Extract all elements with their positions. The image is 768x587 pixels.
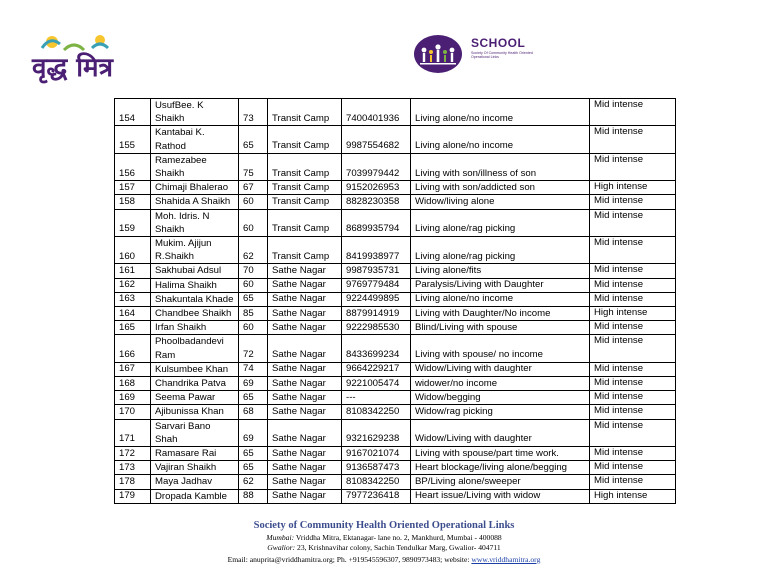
cell-phone: 8419938977 — [342, 237, 411, 264]
cell-status: Living alone/fits — [411, 264, 590, 278]
contact-text: Email: anuprita@vriddhamitra.org; Ph. +919545596307, 9890973483; website: — [227, 555, 472, 564]
cell-name — [151, 335, 239, 362]
school-logo-subtitle: Society Of Community Health Oriented Operational Links — [471, 51, 533, 60]
cell-status: Living alone/rag picking — [411, 209, 590, 236]
cell-area: Sathe Nagar — [268, 278, 342, 292]
cell-phone: 9321629238 — [342, 419, 411, 446]
cell-status: Heart blockage/living alone/begging — [411, 461, 590, 475]
footer-contact — [0, 555, 768, 564]
name-line: Vajiran Shaikh — [155, 462, 217, 474]
cell-risk-level: Mid intense — [590, 405, 676, 419]
cell-risk-level: Mid intense — [590, 126, 676, 153]
table-row — [115, 307, 676, 321]
table-row — [115, 377, 676, 391]
cell-risk-level: Mid intense — [590, 195, 676, 209]
cell-serial-no: 165 — [115, 321, 151, 335]
cell-area: Sathe Nagar — [268, 264, 342, 278]
cell-age: 72 — [239, 335, 268, 362]
name-line: Chandbee Shaikh — [155, 308, 232, 320]
cell-area: Transit Camp — [268, 181, 342, 195]
cell-age: 60 — [239, 209, 268, 236]
table-row — [115, 391, 676, 405]
cell-name — [151, 489, 239, 503]
table-row — [115, 489, 676, 503]
cell-area: Transit Camp — [268, 195, 342, 209]
name-line: Halima Shaikh — [155, 279, 217, 291]
name-line: Kantabai K. — [155, 127, 205, 139]
table-row — [115, 237, 676, 264]
cell-status: Living alone/no income — [411, 99, 590, 126]
name-line: Shaikh — [155, 168, 185, 180]
cell-status: Living alone/no income — [411, 292, 590, 306]
cell-area: Sathe Nagar — [268, 335, 342, 362]
cell-risk-level: High intense — [590, 307, 676, 321]
cell-area: Sathe Nagar — [268, 405, 342, 419]
name-line: Moh. Idris. N — [155, 210, 210, 222]
cell-area: Transit Camp — [268, 99, 342, 126]
cell-name — [151, 377, 239, 391]
cell-status: Living with son/illness of son — [411, 153, 590, 180]
footer-mumbai-address — [0, 533, 768, 542]
name-line: Kulsumbee Khan — [155, 363, 229, 375]
table-row — [115, 362, 676, 376]
cell-phone: 9769779484 — [342, 278, 411, 292]
cell-area: Sathe Nagar — [268, 475, 342, 489]
cell-serial-no: 166 — [115, 335, 151, 362]
cell-risk-level: Mid intense — [590, 278, 676, 292]
name-line: Sarvari Bano — [155, 420, 211, 432]
gwalior-label: Gwalior: — [267, 543, 296, 552]
cell-serial-no: 160 — [115, 237, 151, 264]
cell-serial-no: 169 — [115, 391, 151, 405]
cell-serial-no: 158 — [115, 195, 151, 209]
vriddha-mitra-logo-mark — [30, 28, 125, 90]
cell-area: Sathe Nagar — [268, 391, 342, 405]
cell-name — [151, 321, 239, 335]
cell-risk-level: Mid intense — [590, 419, 676, 446]
cell-phone: 8433699234 — [342, 335, 411, 362]
name-line: Ram — [155, 349, 176, 361]
name-line: Chimaji Bhalerao — [155, 182, 229, 194]
cell-serial-no: 156 — [115, 153, 151, 180]
name-line: Phoolbadandevi — [155, 336, 224, 348]
cell-risk-level: High intense — [590, 489, 676, 503]
cell-area: Sathe Nagar — [268, 461, 342, 475]
footer-gwalior-address — [0, 543, 768, 552]
cell-status: BP/Living alone/sweeper — [411, 475, 590, 489]
cell-risk-level: Mid intense — [590, 321, 676, 335]
cell-phone: 8689935794 — [342, 209, 411, 236]
table-row — [115, 209, 676, 236]
cell-area: Sathe Nagar — [268, 447, 342, 461]
cell-status: Widow/begging — [411, 391, 590, 405]
cell-status: Heart issue/Living with widow — [411, 489, 590, 503]
cell-name — [151, 461, 239, 475]
cell-phone: 8879914919 — [342, 307, 411, 321]
name-line: Shah — [155, 433, 178, 445]
table-row — [115, 153, 676, 180]
school-logo-title: SCHOOL — [471, 36, 526, 50]
cell-phone: 7039979442 — [342, 153, 411, 180]
name-line: Mukim. Ajijun — [155, 238, 212, 250]
cell-name — [151, 99, 239, 126]
cell-serial-no: 172 — [115, 447, 151, 461]
table-row — [115, 461, 676, 475]
cell-name — [151, 292, 239, 306]
cell-status: Widow/rag picking — [411, 405, 590, 419]
table-row — [115, 126, 676, 153]
name-line: Shaikh — [155, 113, 185, 125]
cell-phone: --- — [342, 391, 411, 405]
cell-age: 67 — [239, 181, 268, 195]
cell-status: Living with spouse/part time work. — [411, 447, 590, 461]
cell-age: 60 — [239, 195, 268, 209]
name-line: Ajibunissa Khan — [155, 406, 224, 418]
cell-status: widower/no income — [411, 377, 590, 391]
cell-age: 73 — [239, 99, 268, 126]
name-line: Shaikh — [155, 223, 185, 235]
mumbai-label: Mumbai: — [266, 533, 295, 542]
name-line: Irfan Shaikh — [155, 322, 207, 334]
cell-serial-no: 155 — [115, 126, 151, 153]
cell-age: 69 — [239, 377, 268, 391]
table-row — [115, 447, 676, 461]
cell-risk-level: Mid intense — [590, 362, 676, 376]
cell-age: 65 — [239, 292, 268, 306]
cell-area: Sathe Nagar — [268, 307, 342, 321]
cell-phone: 9987554682 — [342, 126, 411, 153]
cell-age: 88 — [239, 489, 268, 503]
cell-area: Sathe Nagar — [268, 489, 342, 503]
table-row — [115, 264, 676, 278]
cell-area: Transit Camp — [268, 153, 342, 180]
cell-age: 74 — [239, 362, 268, 376]
gwalior-address-text: 23, Krishnavihar colony, Sachin Tendulkar Marg, Gwalior- 404711 — [295, 543, 501, 552]
cell-name — [151, 278, 239, 292]
cell-age: 60 — [239, 278, 268, 292]
cell-area: Sathe Nagar — [268, 377, 342, 391]
name-line: Chandrika Patva — [155, 378, 226, 390]
cell-risk-level: Mid intense — [590, 447, 676, 461]
cell-name — [151, 195, 239, 209]
cell-phone: 8108342250 — [342, 475, 411, 489]
cell-serial-no: 164 — [115, 307, 151, 321]
cell-phone: 9221005474 — [342, 377, 411, 391]
cell-serial-no: 171 — [115, 419, 151, 446]
cell-name — [151, 405, 239, 419]
table-row — [115, 99, 676, 126]
cell-serial-no: 161 — [115, 264, 151, 278]
cell-phone: 9152026953 — [342, 181, 411, 195]
cell-phone: 9222985530 — [342, 321, 411, 335]
table-row — [115, 195, 676, 209]
cell-phone: 7977236418 — [342, 489, 411, 503]
name-line: Ramezabee — [155, 154, 207, 166]
cell-area: Sathe Nagar — [268, 292, 342, 306]
name-line: R.Shaikh — [155, 251, 194, 263]
cell-phone: 8108342250 — [342, 405, 411, 419]
cell-age: 65 — [239, 461, 268, 475]
cell-phone: 8828230358 — [342, 195, 411, 209]
name-line: Shakuntala Khade — [155, 293, 234, 305]
cell-risk-level: Mid intense — [590, 461, 676, 475]
cell-phone: 9224499895 — [342, 292, 411, 306]
cell-age: 65 — [239, 391, 268, 405]
cell-area: Sathe Nagar — [268, 419, 342, 446]
cell-area: Sathe Nagar — [268, 362, 342, 376]
cell-age: 68 — [239, 405, 268, 419]
table-row — [115, 335, 676, 362]
cell-name — [151, 264, 239, 278]
cell-area: Transit Camp — [268, 209, 342, 236]
school-logo — [412, 32, 532, 74]
cell-serial-no: 159 — [115, 209, 151, 236]
name-line: Seema Pawar — [155, 392, 216, 404]
cell-age: 62 — [239, 475, 268, 489]
cell-name — [151, 181, 239, 195]
cell-risk-level: Mid intense — [590, 209, 676, 236]
cell-age: 75 — [239, 153, 268, 180]
cell-name — [151, 391, 239, 405]
cell-risk-level: Mid intense — [590, 377, 676, 391]
cell-risk-level: Mid intense — [590, 237, 676, 264]
cell-name — [151, 126, 239, 153]
cell-name — [151, 419, 239, 446]
website-link[interactable]: www.vriddhamitra.org — [471, 555, 541, 564]
cell-risk-level: Mid intense — [590, 335, 676, 362]
cell-area: Transit Camp — [268, 126, 342, 153]
cell-phone: 9664229217 — [342, 362, 411, 376]
cell-phone: 9136587473 — [342, 461, 411, 475]
cell-serial-no: 173 — [115, 461, 151, 475]
name-line: Sakhubai Adsul — [155, 265, 222, 277]
cell-risk-level: Mid intense — [590, 264, 676, 278]
table-row — [115, 181, 676, 195]
cell-area: Sathe Nagar — [268, 321, 342, 335]
cell-age: 85 — [239, 307, 268, 321]
table-row — [115, 292, 676, 306]
cell-status: Living with spouse/ no income — [411, 335, 590, 362]
cell-age: 69 — [239, 419, 268, 446]
cell-serial-no: 168 — [115, 377, 151, 391]
cell-phone: 9167021074 — [342, 447, 411, 461]
cell-serial-no: 157 — [115, 181, 151, 195]
school-logo-emblem — [412, 32, 468, 74]
cell-serial-no: 179 — [115, 489, 151, 503]
cell-risk-level: High intense — [590, 181, 676, 195]
name-line: Dropada Kamble — [155, 490, 227, 502]
beneficiary-table — [114, 98, 676, 504]
cell-name — [151, 153, 239, 180]
cell-risk-level: Mid intense — [590, 153, 676, 180]
cell-serial-no: 162 — [115, 278, 151, 292]
cell-status: Widow/Living with daughter — [411, 419, 590, 446]
table-row — [115, 419, 676, 446]
cell-age: 60 — [239, 321, 268, 335]
mumbai-address-text: Vriddha Mitra, Ektanagar- lane no. 2, Mankhurd, Mumbai - 400088 — [294, 533, 502, 542]
vriddha-mitra-logo — [30, 28, 125, 90]
cell-status: Widow/living alone — [411, 195, 590, 209]
cell-risk-level: Mid intense — [590, 292, 676, 306]
footer-org-name: Society of Community Health Oriented Operational Links — [253, 520, 515, 531]
cell-name — [151, 447, 239, 461]
name-line: Maya Jadhav — [155, 476, 213, 488]
cell-serial-no: 167 — [115, 362, 151, 376]
cell-name — [151, 237, 239, 264]
cell-serial-no: 170 — [115, 405, 151, 419]
table-row — [115, 321, 676, 335]
cell-serial-no: 178 — [115, 475, 151, 489]
cell-risk-level: Mid intense — [590, 475, 676, 489]
cell-status: Living with son/addicted son — [411, 181, 590, 195]
cell-status: Living alone/no income — [411, 126, 590, 153]
cell-risk-level: Mid intense — [590, 391, 676, 405]
svg-text:वृद्ध मित्र: वृद्ध मित्र — [32, 53, 113, 83]
cell-name — [151, 362, 239, 376]
cell-status: Widow/Living with daughter — [411, 362, 590, 376]
table-body — [115, 99, 676, 504]
cell-age: 65 — [239, 126, 268, 153]
cell-name — [151, 307, 239, 321]
cell-name — [151, 209, 239, 236]
table-row — [115, 405, 676, 419]
table-row — [115, 278, 676, 292]
cell-status: Living alone/rag picking — [411, 237, 590, 264]
cell-phone: 9987935731 — [342, 264, 411, 278]
cell-name — [151, 475, 239, 489]
cell-status: Paralysis/Living with Daughter — [411, 278, 590, 292]
cell-age: 70 — [239, 264, 268, 278]
cell-risk-level: Mid intense — [590, 99, 676, 126]
cell-serial-no: 154 — [115, 99, 151, 126]
cell-status: Living with Daughter/No income — [411, 307, 590, 321]
cell-age: 65 — [239, 447, 268, 461]
cell-age: 62 — [239, 237, 268, 264]
cell-phone: 7400401936 — [342, 99, 411, 126]
cell-serial-no: 163 — [115, 292, 151, 306]
name-line: Rathod — [155, 140, 186, 152]
cell-status: Blind/Living with spouse — [411, 321, 590, 335]
name-line: Shahida A Shaikh — [155, 196, 231, 208]
cell-area: Transit Camp — [268, 237, 342, 264]
name-line: Ramasare Rai — [155, 448, 217, 460]
table-row — [115, 475, 676, 489]
name-line: UsufBee. K — [155, 100, 204, 111]
